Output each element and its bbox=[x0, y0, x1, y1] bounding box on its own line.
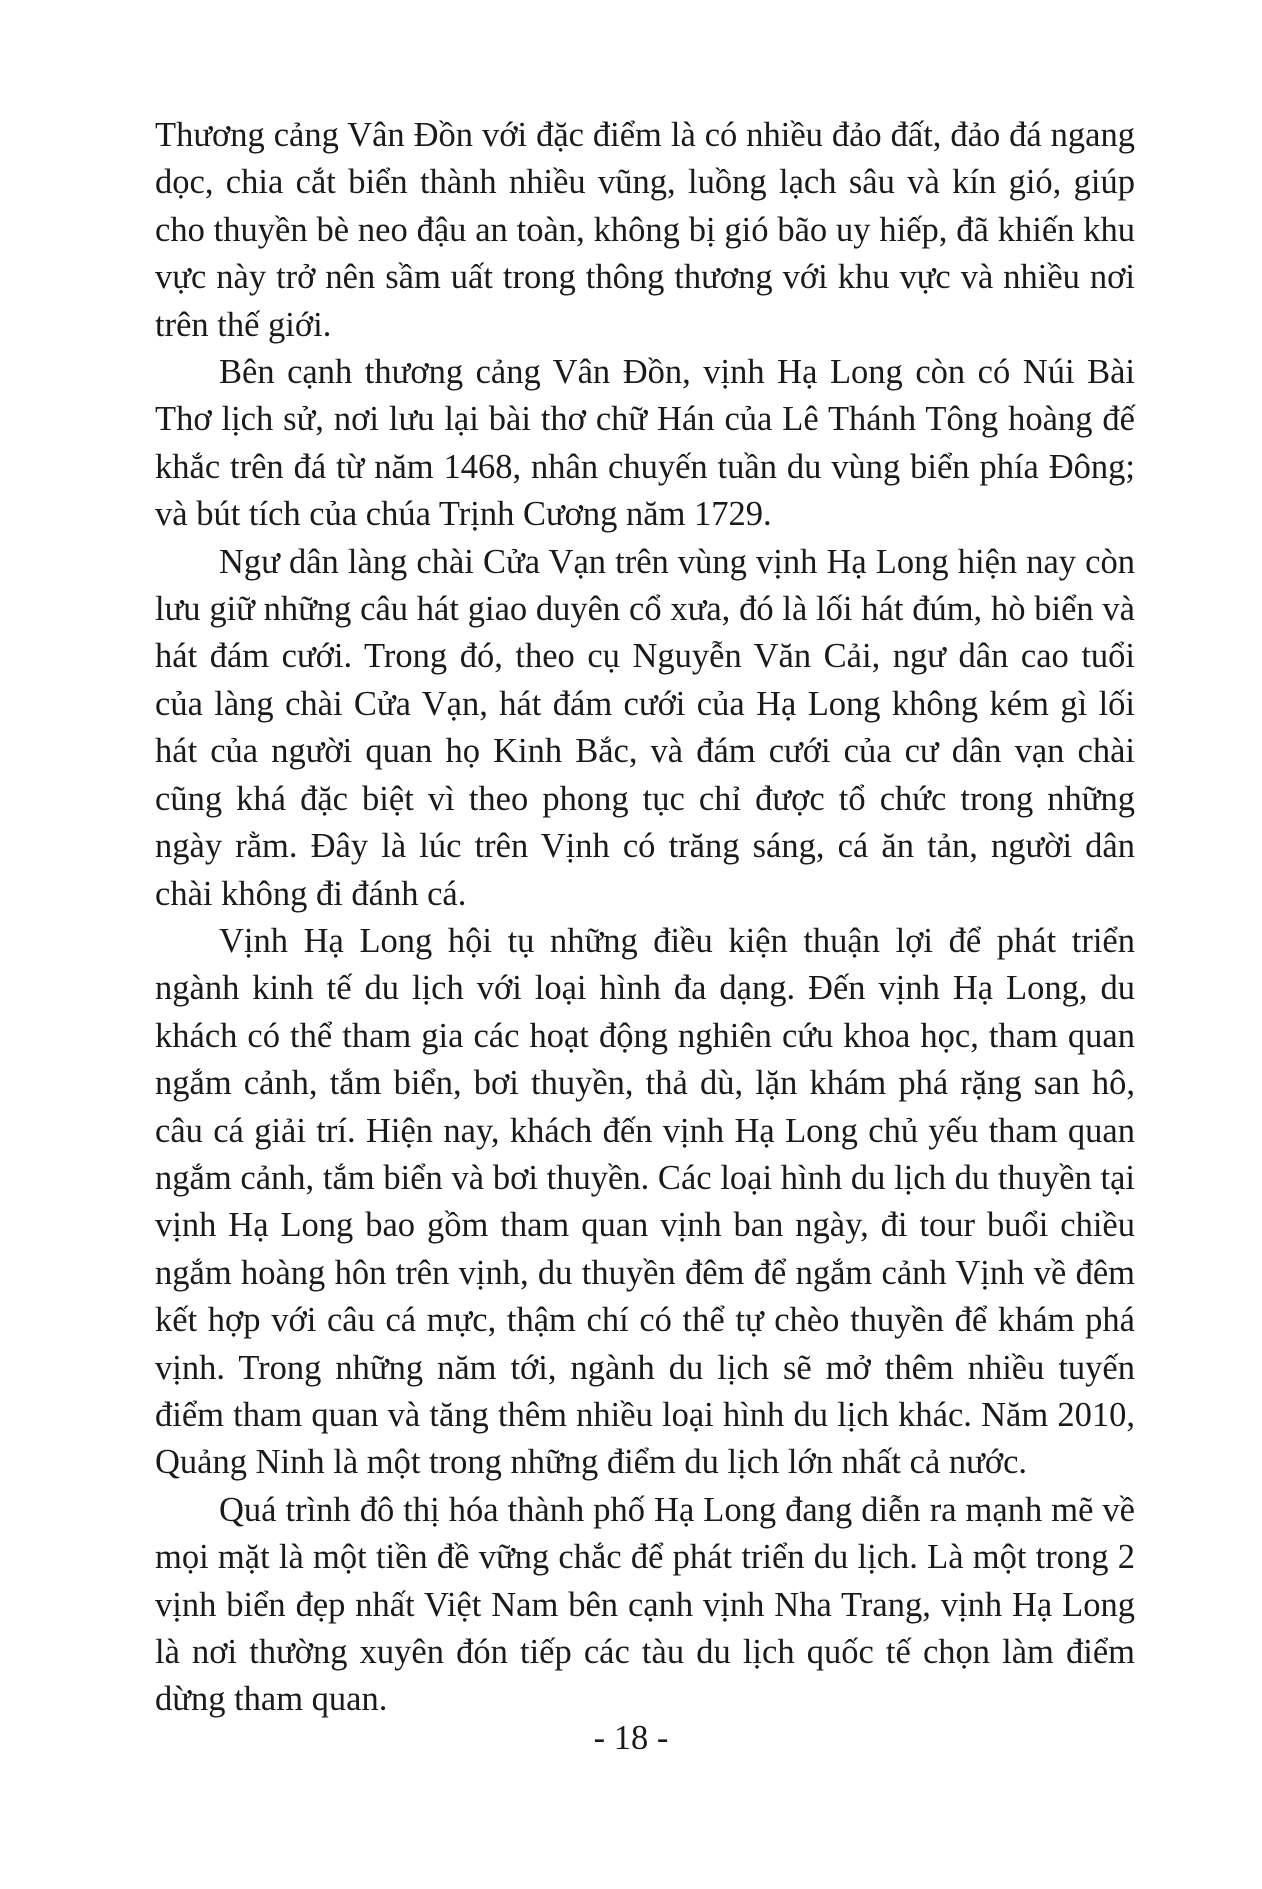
paragraph-bai-tho-mountain: Bên cạnh thương cảng Vân Đồn, vịnh Hạ Long còn có Núi Bài Thơ lịch sử, nơi lưu lại bài thơ chữ Hán của Lê Thánh Tông hoàng đế khắc trên đá từ năm 1468, nhân chuyến tuần du vùng biển phía Đông; và bút tích của chúa Trịnh Cương năm 1729. bbox=[155, 353, 1135, 534]
paragraph-tourism: Vịnh Hạ Long hội tụ những điều kiện thuận lợi để phát triển ngành kinh tế du lịch với loại hình đa dạng. Đến vịnh Hạ Long, du khách có thể tham gia các hoạt động nghiên cứu khoa học, tham quan ngắm cảnh, tắm biển, bơi thuyền, thả dù, lặn khám phá rặng san hô, câu cá giải trí. Hiện nay, khách đến vịnh Hạ Long chủ yếu tham quan ngắm cảnh, tắm biển và bơi thuyền. Các loại hình du lịch du thuyền tại vịnh Hạ Long bao gồm tham quan vịnh ban ngày, đi tour buổi chiều ngắm hoàng hôn trên vịnh, du thuyền đêm để ngắm cảnh Vịnh về đêm kết hợp với câu cá mực, thậm chí có thể tự chèo thuyền để khám phá vịnh. Trong những năm tới, ngành du lịch sẽ mở thêm nhiều tuyến điểm tham quan và tăng thêm nhiều loại hình du lịch khác. Năm 2010, Quảng Ninh là một trong những điểm du lịch lớn nhất cả nước. bbox=[155, 921, 1135, 1482]
page-number: - 18 - bbox=[593, 1719, 669, 1757]
paragraph-urbanization: Quá trình đô thị hóa thành phố Hạ Long đang diễn ra mạnh mẽ về mọi mặt là một tiền đề vững chắc để phát triển du lịch. Là một trong 2 vịnh biển đẹp nhất Việt Nam bên cạnh vịnh Nha Trang, vịnh Hạ Long là nơi thường xuyên đón tiếp các tàu du lịch quốc tế chọn làm điểm dừng tham quan. bbox=[155, 1490, 1135, 1719]
paragraph-van-don-port: Thương cảng Vân Đồn với đặc điểm là có nhiều đảo đất, đảo đá ngang dọc, chia cắt biển thành nhiều vũng, luồng lạch sâu và kín gió, giúp cho thuyền bè neo đậu an toàn, không bị gió bão uy hiếp, đã khiến khu vực này trở nên sầm uất trong thông thương với khu vực và nhiều nơi trên thế giới. bbox=[155, 116, 1135, 344]
page-body bbox=[155, 112, 1135, 1724]
paragraph-cua-van-fishermen: Ngư dân làng chài Cửa Vạn trên vùng vịnh Hạ Long hiện nay còn lưu giữ những câu hát giao duyên cổ xưa, đó là lối hát đúm, hò biển và hát đám cưới. Trong đó, theo cụ Nguyễn Văn Cải, ngư dân cao tuổi của làng chài Cửa Vạn, hát đám cưới của Hạ Long không kém gì lối hát của người quan họ Kinh Bắc, và đám cưới của cư dân vạn chài cũng khá đặc biệt vì theo phong tục chỉ được tổ chức trong những ngày rằm. Đây là lúc trên Vịnh có trăng sáng, cá ăn tản, người dân chài không đi đánh cá. bbox=[155, 542, 1135, 913]
